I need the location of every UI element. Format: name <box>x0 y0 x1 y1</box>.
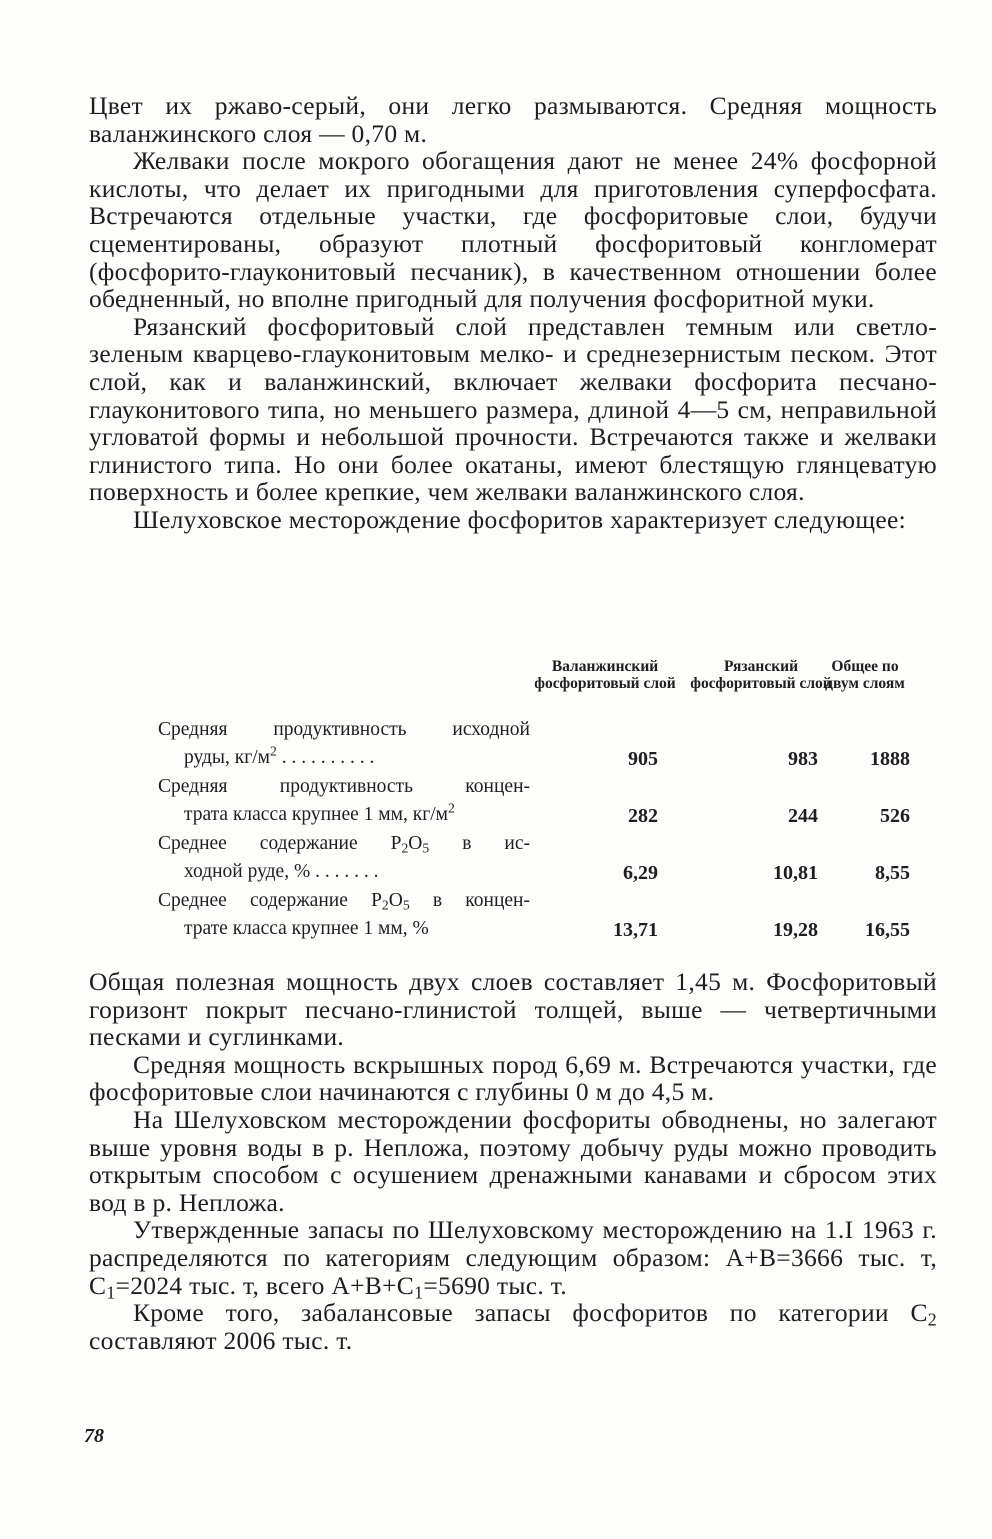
column-header-ryazan: Рязанский фосфоритовый слой <box>690 658 832 692</box>
table-row <box>158 887 918 944</box>
text-block-bottom <box>89 968 937 1354</box>
cell-ryazan: 983 <box>788 748 818 770</box>
row-label: Средняя продуктивность концен- трата класса крупнее 1 мм, $кг/м^2$ <box>158 776 530 825</box>
cell-ryazan: 19,28 <box>773 919 818 941</box>
paragraph: Кроме того, забалансовые запасы фосфоритов по категории $C_2$ составляют 2006 тыс. т. <box>89 1298 937 1355</box>
column-header-total: Общее по двум слоям <box>825 658 905 692</box>
table-row <box>158 830 918 887</box>
cell-valanginian: 13,71 <box>613 919 658 941</box>
cell-valanginian: 905 <box>628 748 658 770</box>
cell-valanginian: 282 <box>628 805 658 827</box>
paragraph: Общая полезная мощность двух слоев составляет 1,45 м. Фосфоритовый горизонт покрыт песчано-глинистой толщей, выше — четвертичными песками и суглинками. <box>89 967 937 1052</box>
row-label: Среднее содержание $P_2O_5$ в концен- трате класса крупнее 1 мм, % <box>158 890 530 939</box>
paragraph: Цвет их ржаво-серый, они легко размываются. Средняя мощность валанжинского слоя — 0,70 м. <box>89 91 937 148</box>
paragraph: Желваки после мокрого обогащения дают не менее 24% фосфорной кислоты, что делает их пригодными для приготовления суперфосфата. Встречаются отдельные участки, где фосфоритовые слои, будучи сцементированы, образуют плотный фосфоритовый конгломерат (фосфорито-глауконитовый песчаник), в качественном отношении более обедненный, но вполне пригодный для получения фосфоритной муки. <box>89 146 937 314</box>
cell-total: 8,55 <box>875 862 910 884</box>
cell-total: 1888 <box>870 748 910 770</box>
table-row <box>158 773 918 830</box>
text-block-top <box>89 92 937 534</box>
paragraph: Рязанский фосфоритовый слой представлен темным или светло-зеленым кварцево-глауконитовым мелко- и среднезернистым песком. Этот слой, как и валанжинский, включает желваки фосфорита песчано-глауконитового типа, но меньшего размера, длиной 4—5 см, неправильной угловатой формы и небольшой прочности. Встречаются также и желваки глинистого типа. Но они более окатаны, имеют блестящую глянцеватую поверхность и более крепкие, чем желваки валанжинского слоя. <box>89 311 937 507</box>
page-number: 78 <box>84 1425 104 1447</box>
column-header-valanginian: Валанжинский фосфоритовый слой <box>534 658 676 692</box>
cell-ryazan: 10,81 <box>773 862 818 884</box>
table-row <box>158 716 918 773</box>
paragraph: Средняя мощность вскрышных пород 6,69 м. Встречаются участки, где фосфоритовые слои начинаются с глубины 0 м до 4,5 м. <box>89 1049 937 1107</box>
paragraph: Шелуховское месторождение фосфоритов характеризует следующее: <box>133 504 906 534</box>
cell-ryazan: 244 <box>788 805 818 827</box>
row-label: Среднее содержание $P_2O_5$ в ис- ходной руде, % . . . . . . . <box>158 833 530 882</box>
cell-valanginian: 6,29 <box>623 862 658 884</box>
cell-total: 16,55 <box>865 919 910 941</box>
row-label: Средняя продуктивность исходной руды, $кг/м^2$ . . . . . . . . . . <box>158 719 530 768</box>
paragraph: На Шелуховском месторождении фосфориты обводнены, но залегают выше уровня воды в р. Непложа, поэтому добычу руды можно проводить открытым способом с осушением дренажными канавами и сбросом этих вод в р. Непложа. <box>89 1104 937 1217</box>
table-header <box>158 658 918 716</box>
deposit-characteristics-table <box>158 658 918 944</box>
cell-total: 526 <box>880 805 910 827</box>
paragraph: Утвержденные запасы по Шелуховскому месторождению на 1.I 1963 г. распределяются по категориям следующим образом: A+B=3666 тыс. т, $C_1=2024$ тыс. т, всего $A+B+C_1=5690$ тыс. т. <box>89 1215 937 1302</box>
